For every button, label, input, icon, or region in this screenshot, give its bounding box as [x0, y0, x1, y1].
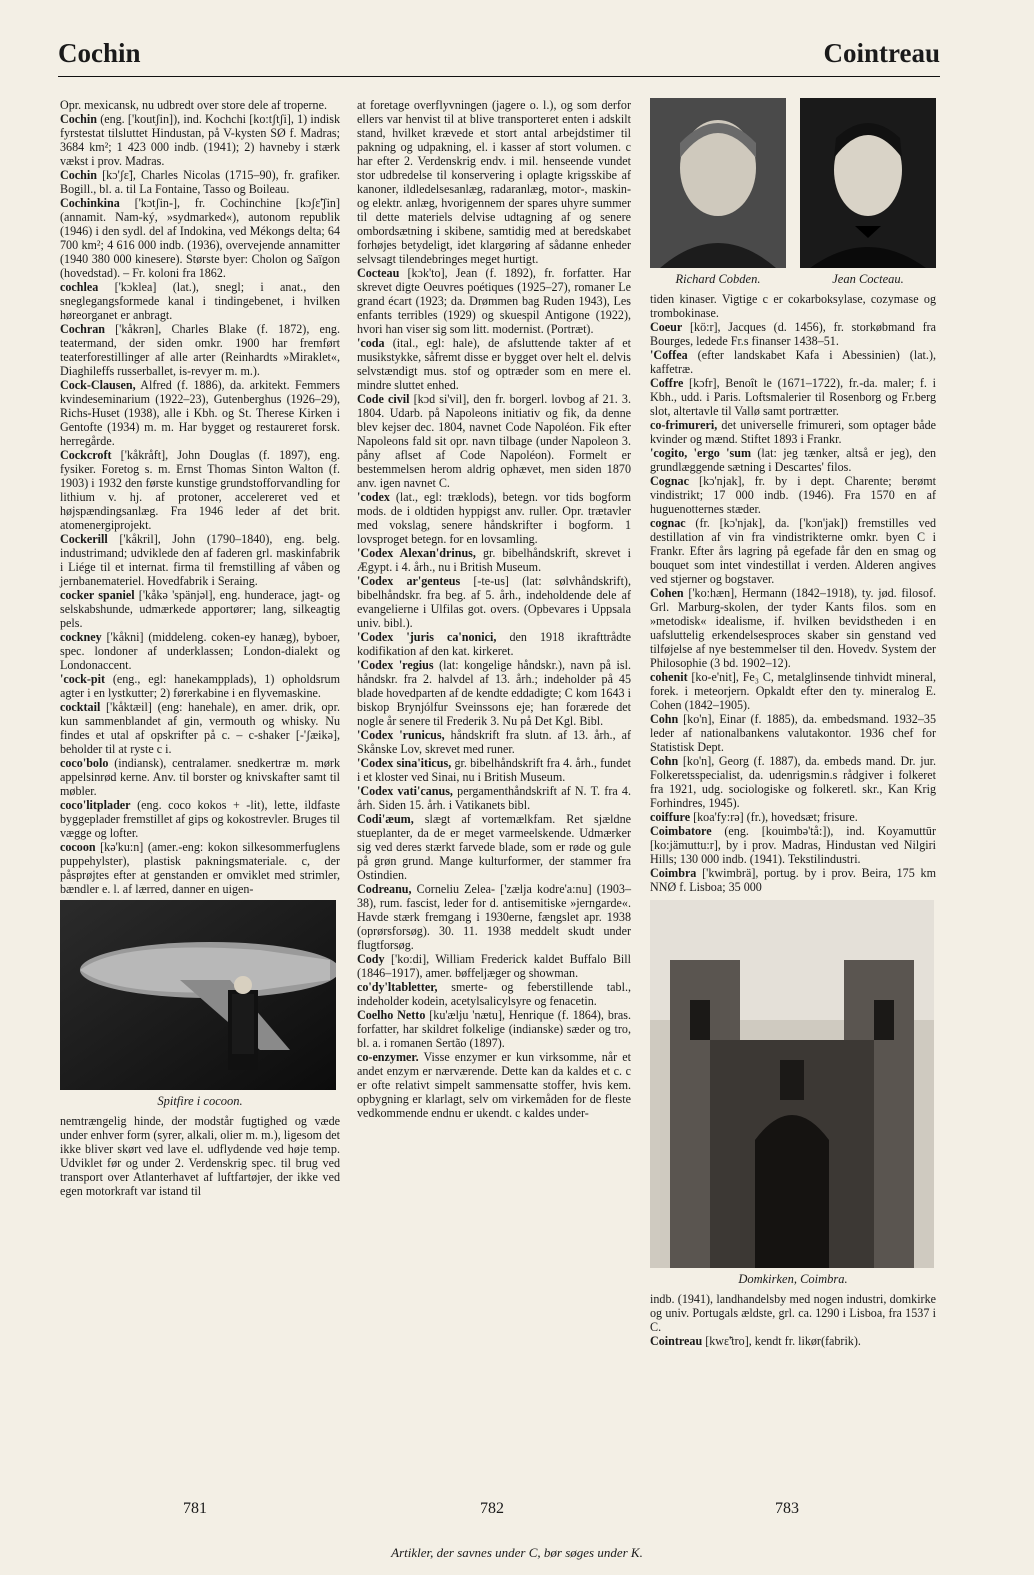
- entry-text: (efter landskabet Kafa i Abessinien) (lat.), kaffetræ.: [650, 348, 936, 376]
- entry-text: [ko'n], Einar (f. 1885), da. embedsmand. 1932–35 leder af nationalbankens valutakontor. 1936 chef for Statistisk Dept.: [650, 712, 936, 754]
- entry-headword: Cochin: [60, 168, 97, 182]
- caption-cocteau: Jean Cocteau.: [832, 272, 904, 286]
- entry-headword: 'cock-pit: [60, 672, 106, 686]
- col3-entries-bottom: [650, 1292, 936, 1348]
- portrait-cocteau: [800, 98, 936, 292]
- entry-headword: cockney: [60, 630, 102, 644]
- page-number-783: 783: [775, 1500, 799, 1517]
- portrait-cobden: [650, 98, 786, 292]
- entry-text: den 1918 ikrafttrådte kodifikation af den kat. kirkeret.: [357, 630, 631, 658]
- entry-text: [kɔd si'vil], den fr. borgerl. lovbog af 21. 3. 1804. Udarb. på Napoleons initiativ og fik, da denne blev kejser dec. 1804, navnet Code Napoléon. Fik efter Napoleons fald sit opr. navn tilbage (under Napoleon 3. påny aflset af Code Napoléon). Formelt er bestemmelsen herom aldrig ophævet, men siden 1870 anv. igen navnet C.: [357, 392, 631, 490]
- entry-headword: Cohen: [650, 586, 684, 600]
- dictionary-entry: [650, 446, 936, 474]
- entry-text: gr. bibelhåndskrift, skrevet i Ægypt. i 4. årh., nu i British Museum.: [357, 546, 631, 574]
- entry-text: (lat: kongelige håndskr.), navn på isl. håndskr. fra 2. halvdel af 13. årh.; indeholder på 45 blade hovedparten af de kendte eddadigte; C kom 1643 i biskop Brynjólfur Sveinssons eje; han forærede det nogle år senere til Frederik 3. Nu på Det Kgl. Bibl.: [357, 658, 632, 728]
- col2-entries: [357, 98, 631, 1120]
- entry-text: Alfred (f. 1886), da. arkitekt. Femmers kvindeseminarium (1922–23), Gutenberghus (1926–29), Richs-Huset (1938), alle i Kbh. og St. Therese Kirken i Gentofte (1934) m. m. Har bygget og restaureret forsk. herregårde.: [60, 378, 340, 448]
- entry-text: [ku'ælju 'nætu], Henrique (f. 1864), bras. forfatter, har skildret folkelige (indianske) sæder og tro, bl. a. i romanen Sertão (1897).: [357, 1008, 632, 1050]
- dictionary-entry: [650, 712, 936, 754]
- page-number-781: 781: [183, 1500, 207, 1517]
- dictionary-entry: [60, 672, 340, 700]
- entry-text: det universelle frimureri, som optager både kvinder og mænd. Stiftet 1893 i Frankr.: [650, 418, 936, 446]
- entry-text: slægt af vortemælkfam. Ret sjældne stueplanter, da de er meget varmeelskende. Udmærker sig ved deres stærkt farvede blade, som er røde og gule på grøn grund. Mange kulturformer, der stammer fra Ostindien.: [357, 812, 631, 882]
- guide-word-left: Cochin: [58, 38, 141, 68]
- entry-headword: coiffure: [650, 810, 691, 824]
- entry-text: [kwɛ̃'tro], kendt fr. likør(fabrik).: [702, 1334, 861, 1348]
- entry-text: [kö:r], Jacques (d. 1456), fr. storkøbmand fra Bourges, ledede Fr.s finanser 1438–51.: [650, 320, 936, 348]
- caption-coimbra: Domkirken, Coimbra.: [738, 1272, 848, 1286]
- dictionary-entry: [357, 952, 631, 980]
- entry-headword: Coffre: [650, 376, 684, 390]
- dictionary-entry: [650, 586, 936, 670]
- column-2: [357, 98, 631, 1538]
- column-1: [60, 98, 340, 1538]
- dictionary-entry: [650, 810, 936, 824]
- caption-cobden: Richard Cobden.: [675, 272, 761, 286]
- dictionary-entry: [60, 840, 340, 896]
- entry-headword: Cognac: [650, 474, 689, 488]
- entry-text: [kɔ'ʃɛ̃], Charles Nicolas (1715–90), fr. grafiker. Bogill., bl. a. til La Fontaine, Tasso og Boileau.: [60, 168, 340, 196]
- column-3: [650, 98, 936, 1538]
- dictionary-entry: [60, 322, 340, 378]
- footer-note: Artikler, der savnes under C, bør søges under K.: [391, 1545, 643, 1560]
- dictionary-entry: [60, 98, 340, 112]
- entry-text: tiden kinaser. Vigtige c er cokarboksylase, cozymase og trombokinase.: [650, 292, 936, 320]
- entry-headword: Coeur: [650, 320, 683, 334]
- dictionary-entry: [60, 112, 340, 168]
- entry-text: (eng. coco kokos + -lit), lette, ildfaste byggeplader fremstillet af gips og kokostrevler. Bruges til vægge og lofter.: [60, 798, 340, 840]
- dictionary-entry: [650, 418, 936, 446]
- dictionary-entry: [357, 756, 631, 784]
- dictionary-entry: [60, 448, 340, 532]
- dictionary-entry: [60, 378, 340, 448]
- dictionary-entry: [650, 474, 936, 516]
- entry-headword: Cochran: [60, 322, 106, 336]
- entry-headword: Cochin: [60, 112, 97, 126]
- entry-text: [ko'n], Georg (f. 1887), da. embeds mand. Dr. jur. Folkeretsspecialist, da. udenrigsmin.s rådgiver i folkeret fra 1921, udg. sociologiske og folkeretl. skr., Kan Krig Forhindres, 1945).: [650, 754, 936, 810]
- guide-word-right: Cointreau: [823, 38, 940, 68]
- entry-headword: Code civil: [357, 392, 410, 406]
- dictionary-entry: [60, 630, 340, 672]
- entry-headword: 'Codex 'regius: [357, 658, 434, 672]
- dictionary-entry: [60, 798, 340, 840]
- entry-headword: Coimbra: [650, 866, 697, 880]
- caption-spitfire: Spitfire i cocoon.: [157, 1094, 243, 1108]
- photo-coimbra-cathedral: [650, 900, 934, 1268]
- dictionary-entry: [357, 546, 631, 574]
- dictionary-entry: [357, 336, 631, 392]
- entry-headword: cognac: [650, 516, 686, 530]
- dictionary-entry: [650, 670, 936, 712]
- dictionary-entry: [357, 882, 631, 952]
- portrait-cobden-image: [650, 98, 786, 268]
- entry-text: Corneliu Zelea- ['zælja kodre'a:nu] (1903–38), rum. fascist, leder for d. antisemitiske »jerngarde«. Havde stærk fremgang i 1930erne, fængslet apr. 1938 (oprørsforsøg). 30. 11. 1938 meddelt skudt under flugtforsøg.: [357, 882, 631, 952]
- dictionary-entry: [357, 1008, 631, 1050]
- col1-entries-top: [60, 98, 340, 896]
- photo-spitfire: [60, 900, 336, 1090]
- entry-headword: 'Codex Alexan'drinus,: [357, 546, 476, 560]
- entry-text: [kɔfr], Benoît le (1671–1722), fr.-da. maler; f. i Kbh., udd. i Paris. Loftsmalerier til Rosenborg og Fr.berg slot, altertavle til Vallø samt portrætter.: [650, 376, 936, 418]
- entry-headword: Cohn: [650, 754, 679, 768]
- entry-text: indb. (1941), landhandelsby med nogen industri, domkirke og univ. Portugals ældste, grl. ca. 1290 i Lisboa, fra 1537 i C.: [650, 1292, 936, 1334]
- page-number-782: 782: [480, 1500, 504, 1517]
- entry-text: nemtrængelig hinde, der modstår fugtighed og væde under enhver form (syrer, alkali, olier m. m.), ligesom det ikke bliver skørt ved lave el. udflydende ved høje temp. Udviklet før og under 2. Verdenskrig spec. til brug ved transport over Atlanterhavet af luftfartøjer, der ikke ved egen motorkraft var istand til: [60, 1114, 340, 1198]
- entry-text: (eng. [kouimbə'tå:]), ind. Koyamuttūr [ko:jämuttu:r], by i prov. Madras, Hindustan ved Nilgiri Hills; 130 000 indb. (1941). Tekstilindustri.: [650, 824, 936, 866]
- entry-text: [kɔ'njak], fr. by i dept. Charente; berømt vindistrikt; 17 000 indb. (1946). Fra 1570 en af huguenotternes stæder.: [650, 474, 936, 516]
- dictionary-entry: [357, 490, 631, 546]
- dictionary-entry: [357, 98, 631, 266]
- entry-text: [kɔk'to], Jean (f. 1892), fr. forfatter. Har skrevet digte Oeuvres poétiques (1925–27), romaner Le grand écart (1923; da. Drømmen bag Ruden 1943), Les enfants terribles (1929) og skuespil Antigone (1922), hvori han viser sig som litt. modernist. (Portræt).: [357, 266, 631, 336]
- dictionary-entry: [357, 266, 631, 336]
- entry-headword: cohenit: [650, 670, 688, 684]
- entry-headword: co'dy'ltabletter,: [357, 980, 438, 994]
- entry-text: (fr. [kɔ'njak], da. ['kɔn'jak]) fremstilles ved destillation af vin fra vindistrikterne omkr. byen C i Frankr. Efter års lagring på egefade får den en smag og bouquet som intet vindestillat i verden. Alderen angives ved stjerner og bogstaver.: [650, 516, 936, 586]
- entry-headword: 'Codex ar'genteus: [357, 574, 461, 588]
- entry-headword: cochlea: [60, 280, 99, 294]
- dictionary-entry: [60, 756, 340, 798]
- dictionary-entry: [650, 866, 936, 894]
- entry-text: [kə'ku:n] (amer.-eng: kokon silkesommerfuglens puppehylster), plastisk pakningsmateriale. c, der påsprøjtes efter at genstanden er omviklet med strimler, bændler e. l. af lærred, danner en uigen-: [60, 840, 340, 896]
- dictionary-entry: [60, 588, 340, 630]
- dictionary-entry: [650, 320, 936, 348]
- entry-headword: coco'litplader: [60, 798, 131, 812]
- entry-headword: 'coda: [357, 336, 385, 350]
- entry-headword: Cochinkina: [60, 196, 120, 210]
- dictionary-entry: [357, 574, 631, 630]
- dictionary-entry: [650, 376, 936, 418]
- entry-text: ['kåktæil] (eng: hanehale), en amer. drik, opr. kun sammenblandet af gin, vermouth og whisky. Nu findes et utal af opskrifter på c. – c-shaker [-'ʃæikə], beholder til at ryste c i.: [60, 700, 340, 756]
- dictionary-entry: [357, 1050, 631, 1120]
- dictionary-entry: [650, 1334, 936, 1348]
- entry-text: ['kåkrən], Charles Blake (f. 1872), eng. teatermand, der siden omkr. 1900 har fremført teaterforestillinger af alle arter (Reinhardts »Miraklet«, Diaghileffs russerballet, is-revyer m. m.).: [60, 322, 340, 378]
- entry-text: gr. bibelhåndskrift fra 4. årh., fundet i et kloster ved Sinai, nu i British Museum.: [357, 756, 632, 784]
- entry-headword: 'Coffea: [650, 348, 688, 362]
- dictionary-entry: [650, 824, 936, 866]
- dictionary-entry: [60, 280, 340, 322]
- entry-text: smerte- og feberstillende tabl., indeholder kodein, acetylsalicylsyre og fenacetin.: [357, 980, 631, 1008]
- entry-text: ['kåkni] (middeleng. coken-ey hanæg), byboer, spec. londoner af underklassen; London-dialekt og Londonaccent.: [60, 630, 340, 672]
- dictionary-entry: [650, 754, 936, 810]
- entry-headword: Cointreau: [650, 1334, 703, 1348]
- dictionary-entry: [357, 658, 631, 728]
- entry-headword: cocker spaniel: [60, 588, 135, 602]
- col3-entries-top: [650, 292, 936, 894]
- dictionary-entry: [357, 630, 631, 658]
- dictionary-entry: [60, 168, 340, 196]
- dictionary-entry: [60, 1114, 340, 1198]
- dictionary-entry: [60, 196, 340, 280]
- entry-text: ['kåkə 'spänjəl], eng. hunderace, jagt- og selskabshunde, udmærkede apportører; lang, silkeagtig pels.: [60, 588, 340, 630]
- entry-text: [koa'fy:rə] (fr.), hovedsæt; frisure.: [690, 810, 858, 824]
- entry-headword: 'Codex 'juris ca'nonici,: [357, 630, 497, 644]
- entry-text: ['ko:di], William Frederick kaldet Buffalo Bill (1846–1917), amer. bøffeljæger og showman.: [357, 952, 631, 980]
- entry-headword: Cock-Clausen,: [60, 378, 136, 392]
- entry-headword: 'cogito, 'ergo 'sum: [650, 446, 752, 460]
- entry-headword: Cockcroft: [60, 448, 112, 462]
- portrait-cocteau-image: [800, 98, 936, 268]
- dictionary-entry: [357, 784, 631, 812]
- dictionary-entry: [357, 980, 631, 1008]
- entry-text: (eng., egl: hanekampplads), 1) opholdsrum agter i en lystkutter; 2) førerkabine i en flyvemaskine.: [60, 672, 340, 700]
- dictionary-entry: [650, 292, 936, 320]
- entry-text: ['kɔtʃin-], fr. Cochinchine [kɔʃɛ̃'ʃin] (annamit. Nam-ký, »sydmarked«), autonom republik (1946) i den sydl. del af Indokina, ved Mékongs delta; 64 700 km²; 4 616 000 indb. (1936), overvejende annamitter (1940 380 000 kinesere). Største byer: Cholon og Saïgon (hovedstad). – Fr. koloni fra 1862.: [60, 196, 340, 280]
- entry-text: (eng. ['koutʃin]), ind. Kochchi [ko:tʃtʃi], 1) indisk fyrstestat tilsluttet Hindustan, på V-kysten SØ f. Madras; 3684 km²; 1 423 000 indb. (1941); 2) havneby i stærk vækst i prov. Madras.: [60, 112, 340, 168]
- entry-headword: 'Codex 'runicus,: [357, 728, 445, 742]
- entry-headword: Coimbatore: [650, 824, 712, 838]
- entry-text: ['kåkråft], John Douglas (f. 1897), eng. fysiker. Foretog s. m. Ernst Thomas Sinton Walton (f. 1903) i 1932 den første kunstige grundstofforvandling for lithium v. hj. af protoner, accelereret ved et højspændingsanlæg. Fra 1946 leder af det brit. atomenergiprojekt.: [60, 448, 340, 532]
- dictionary-entry: [357, 812, 631, 882]
- entry-headword: 'Codex sina'iticus,: [357, 756, 452, 770]
- dictionary-entry: [357, 728, 631, 756]
- entry-headword: co-enzymer.: [357, 1050, 419, 1064]
- entry-headword: Coelho Netto: [357, 1008, 426, 1022]
- entry-text: ['kɔklea] (lat.), snegl; i anat., den sneglegangsformede kanal i tindingebenet, i hvilken høreorganet er anbragt.: [60, 280, 340, 322]
- header-rule: [58, 76, 940, 77]
- dictionary-entry: [650, 516, 936, 586]
- col1-entries-bottom: [60, 1114, 340, 1198]
- dictionary-entry: [357, 392, 631, 490]
- page-header: [58, 38, 940, 78]
- entry-text: (ital., egl: hale), de afsluttende takter af et musikstykke, såfremt disse er bygget over helt el. delvis selvstændigt mus. stof og optræder som en mere el. mindre sluttet enhed.: [357, 336, 631, 392]
- entry-text: håndskrift fra slutn. af 13. årh., af Skånske Lov, skrevet med runer.: [357, 728, 631, 756]
- entry-headword: Cohn: [650, 712, 679, 726]
- entry-headword: Cockerill: [60, 532, 108, 546]
- entry-headword: co-frimureri,: [650, 418, 718, 432]
- dictionary-entry: [650, 1292, 936, 1334]
- entry-headword: coco'bolo: [60, 756, 109, 770]
- entry-text: ['kåkril], John (1790–1840), eng. belg. industrimand; udviklede den af faderen grl. maskinfabrik i Liége til et internat. firma til fremstilling af våben og jernbanemateriel. Hovedfabrik i Seraing.: [60, 532, 340, 588]
- dictionary-entry: [60, 700, 340, 756]
- entry-text: [ko-e'nit], Fe₃ C, metalglinsende tinhvidt mineral, forek. i meteorjern. Opkaldt efter den ty. mineralog E. Cohen (1842–1905).: [650, 670, 936, 712]
- entry-headword: Codreanu,: [357, 882, 412, 896]
- entry-headword: cocoon: [60, 840, 96, 854]
- entry-headword: cocktail: [60, 700, 101, 714]
- portrait-row: [650, 98, 936, 292]
- entry-text: (indiansk), centralamer. snedkertræ m. mørk appelsinrød kerne. Anv. til borster og knivskafter samt til møbler.: [60, 756, 340, 798]
- entry-headword: Cody: [357, 952, 385, 966]
- entry-headword: Codi'æum,: [357, 812, 414, 826]
- entry-headword: Cocteau: [357, 266, 400, 280]
- entry-headword: 'Codex vati'canus,: [357, 784, 453, 798]
- entry-text: ['kwimbrä], portug. by i prov. Beira, 175 km NNØ f. Lisboa; 35 000: [650, 866, 936, 894]
- dictionary-entry: [60, 532, 340, 588]
- entry-headword: 'codex: [357, 490, 390, 504]
- entry-text: Visse enzymer er kun virksomme, når et andet enzym er nærværende. Dette kan da kaldes et c. c er ofte relativt simpelt sammensatte stoffer, hvis kem. opbygning er klarlagt, selv om virkemåden for de fleste vedkommende endnu er ukendt. c kaldes under-: [357, 1050, 631, 1120]
- entry-text: Opr. mexicansk, nu udbredt over store dele af troperne.: [60, 98, 327, 112]
- entry-text: pergamenthåndskrift af N. T. fra 4. årh. Siden 15. årh. i Vatikanets bibl.: [357, 784, 631, 812]
- entry-text: ['ko:hæn], Hermann (1842–1918), ty. jød. filosof. Grl. Marburg-skolen, der tyder Kants filos. som en »metodisk« idealisme, if. hvilken bevidstheden i en uafsluttelig erkendelsesproces skaber sin genstand ved tilføjelse af nye bestemmelser til den. Hovedv. System der Philosophie (3 bd. 1902–12).: [650, 586, 936, 670]
- entry-text: (lat., egl: træklods), betegn. vor tids bogform mods. de i oldtiden hyppigst anv. ruller. Opr. trætavler med vokslag, senere håndskrifter i bogform. 1 lovsproget betegn. for en lovsamling.: [357, 490, 631, 546]
- entry-text: at foretage overflyvningen (jagere o. l.), og som derfor ellers var henvist til at blive transporteret enten i adskilt stand, hvilket krævede et stort antal arbejdstimer til pakning og udpakning, el. i kasser af stort volumen. c har efter 2. Verdenskrig endv. i mil. henseende vundet stor udbredelse til konservering i oplagte krigsskibe af kanoner, ildledelsesanlæg, radaranlæg, motor-, maskin- og elektr. anlæg, hvorigennem der spares uhyre summer til dette materiels delvise udtagning af og senere ombordsætning i skibene, samtidig med at beredskabet forhøjes betydeligt, idet klargøring af sådanne enheder selvsagt tilendebringes meget hurtigt.: [357, 98, 631, 266]
- entry-text: (lat: jeg tænker, altså er jeg), den grundlæggende sætning i Descartes' filos.: [650, 446, 936, 474]
- dictionary-entry: [650, 348, 936, 376]
- entry-text: [-te-us] (lat: sølvhåndskrift), bibelhåndskr. fra beg. af 5. årh., indeholdende dele af evangelierne i Ulfilas got. overs. (Opbevares i Uppsala univ. bibl.).: [357, 574, 631, 630]
